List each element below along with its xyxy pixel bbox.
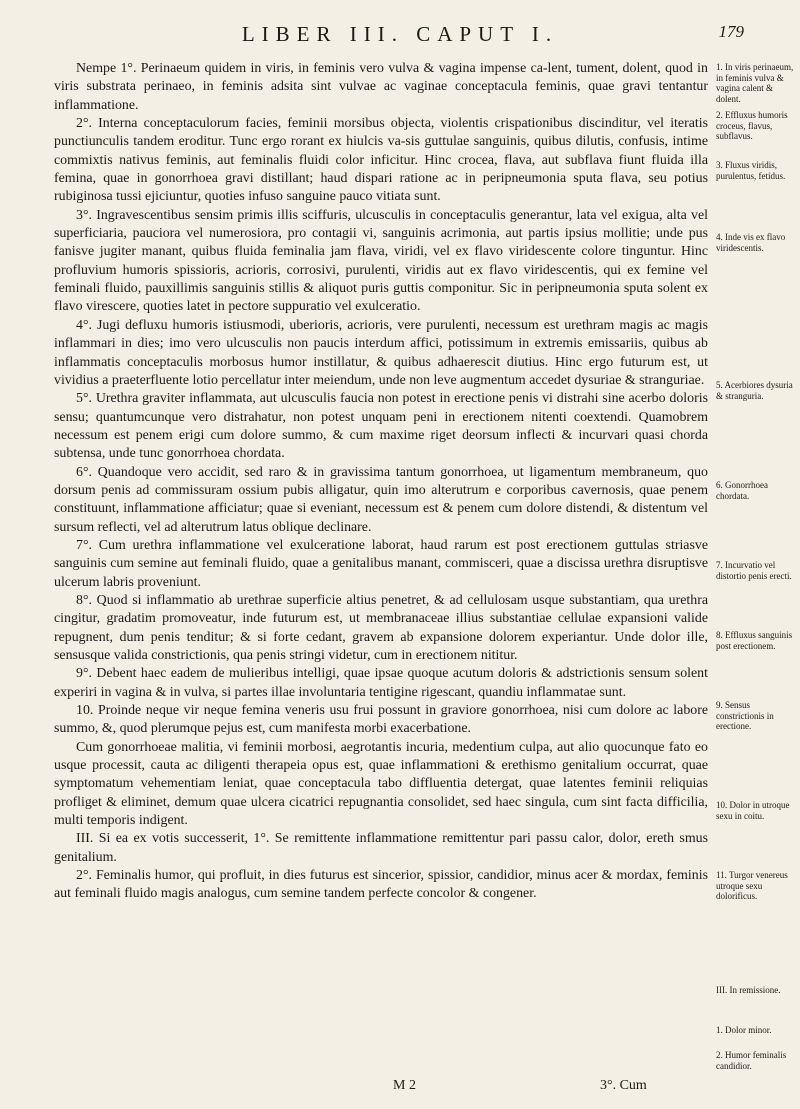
margin-note: 2. Effluxus humoris croceus, flavus, subflavus. <box>716 110 788 141</box>
running-head <box>0 18 800 50</box>
margin-note: 10. Dolor in utroque sexu in coitu. <box>716 800 790 821</box>
margin-note: 7. Incurvatio vel distortio penis erecti. <box>716 560 792 581</box>
running-title: LIBER III. CAPUT I. <box>241 21 559 46</box>
paragraph-8: 8°. Quod si inflammatio ab urethrae superficie altius penetret, & ad cellulosam usque substantiam, qua urethra cingitur, gradatim promoveatur, inde futurum est, ut membranaceae illius substantiae cellulae expansioni valide repugnent, dum penis tenditur; & si forte cedant, gravem ab expansione dolorem experiantur. Unde dolor ille, sensusque valida constrictionis, qua penis stringi videtur, cum in erectionem nititur. <box>54 592 708 663</box>
page-number: 179 <box>718 22 744 41</box>
catchword: 3°. Cum <box>600 1078 647 1093</box>
margin-note: 1. Dolor minor. <box>716 1025 772 1035</box>
paragraph-4: 4°. Jugi defluxu humoris istiusmodi, uberioris, acrioris, vere purulenti, necessum est urethram magis ac magis inflammari in dies; imo vero ulcusculis non paucis interdum affici, potissimum in extremis emissariis, quibus ab inflammatis conceptaculis morbosus humor instillatur, & quibus adhaerescit diutius. Hinc ergo futurum est, ut vividius a praeterfluente lotio percellatur inter meiendum, unde non leve augmentum accedet dysuriae & stranguriae. <box>54 317 708 388</box>
paragraph-5: 5°. Urethra graviter inflammata, aut ulcusculis faucia non potest in erectione penis vi distrahi sine acerbo doloris sensu; quantumcunque vero distrahatur, non potest unquam peni in erectionem nitenti coextendi. Quamobrem necessum est penem erigi cum dolore summo, & cum maxime riget deorsum inflecti & incurvari quasi chorda subtensa, unde tunc gonorrhoea chordata. <box>54 391 708 462</box>
margin-note: 4. Inde vis ex flavo viridescentis. <box>716 232 786 253</box>
paragraph-6: 6°. Quandoque vero accidit, sed raro & in gravissima tantum gonorrhoea, ut ligamentum membraneum, quo dorsum penis ad commissuram ossium pubis alligatur, quin imo alterutrum e corporibus cavernosis, quae penem constituunt, inflammatione afficiatur; quae si eveniant, necessum est & penem cum dolore distendi, & distentum vel sursum reflecti, vel ad alterutrum latus oblique declinare. <box>54 464 708 535</box>
margin-note: 6. Gonorrhoea chordata. <box>716 480 768 501</box>
margin-note: 9. Sensus constrictionis in erectione. <box>716 700 774 731</box>
signature-mark: M 2 <box>393 1078 416 1093</box>
margin-note: 3. Fluxus viridis, purulentus, fetidus. <box>716 160 786 181</box>
paragraph-9: 9°. Debent haec eadem de mulieribus intelligi, quae ipsae quoque acutum doloris & adstrictionis sensum solent experiri in vagina & in vulva, si partes illae involuntaria tentigine rigescant, quandiu inflammatae sunt. <box>54 666 708 700</box>
paragraph-10: 10. Proinde neque vir neque femina veneris usu frui possunt in graviore gonorrhoea, nisi cum dolore ac labore summo, &, quod plerumque pejus est, cum manifesta morbi exacerbatione. <box>54 703 708 737</box>
paragraph-7: 7°. Cum urethra inflammatione vel exulceratione laborat, haud rarum est post erectionem guttulas striasve sanguinis cum semine aut feminali fluido, quae a genitalibus manant, commisceri, quae a discissa urethra disruptisve ulcerum labris proveniunt. <box>54 537 708 590</box>
margin-note: III. In remissione. <box>716 985 781 995</box>
paragraph-3: 3°. Ingravescentibus sensim primis illis sciffuris, ulcusculis in conceptaculis generantur, lata vel exigua, alta vel superficiaria, pauciora vel numerosiora, pro contagii vi, sanguinis acrimonia, aut partis ipsius mollitie; unde pus fanisve jugiter manant, quibus fluida feminalia jam flava, viridi, vel ex flavo viridescente colore tinguntur. Hinc profluvium humoris spissioris, acrioris, corrosivi, purulenti, viridis aut ex flavo viridescentis, qui ex femine vel feminali fluido, pauxillimis sanguinis stillis & aliquot puris guttis componitur. Sic in peripneumonia sputa solent ex flavo virescere, quoties latet in pectore suppuratio vel exulceratio. <box>54 207 708 315</box>
margin-note: 8. Effluxus sanguinis post erectionem. <box>716 630 793 651</box>
margin-note: 5. Acerbiores dysuria & stranguria. <box>716 380 793 401</box>
paragraph-12: III. Si ea ex votis successerit, 1°. Se remittente inflammatione remittentur pari passu calor, dolor, ereth smus genitalium. <box>54 831 708 865</box>
margin-note: 1. In viris perinaeum, in feminis vulva & vagina calent & dolent. <box>716 62 794 104</box>
paragraph-11: Cum gonorrhoeae malitia, vi feminii morbosi, aegrotantis incuria, medentium culpa, aut alio quocunque fato eo usque processit, cauta ac diligenti therapeia opus est, quae inflammationi & erethismo genitalium occurrat, quae symptomatum vehementiam leniat, quae conceptacula tabo diffluentia detergat, quae latentes feminii reliquias profliget & eliminet, demum quae ulcera cicatrici repugnantia consolidet, sed haec singula, cum sint facta difficilia, multi temporis indigent. <box>54 739 708 829</box>
paragraph-1: Nempe 1°. Perinaeum quidem in viris, in feminis vero vulva & vagina impense ca-lent, tument, dolent, quod in viris substrata perinaeo, in feminis adsita sint vulvae ac vaginae conceptacula feminis, quae gravi tentantur inflammatione. <box>54 61 708 113</box>
margin-note: 2. Humor feminalis candidior. <box>716 1050 787 1071</box>
paragraph-13: 2°. Feminalis humor, qui profluit, in dies futurus est sincerior, spissior, candidior, minus acer & mordax, feminis aut feminali fluido magis analogus, cum semine tandem perfecte concolor & congener. <box>54 868 708 902</box>
body-text <box>54 60 708 904</box>
paragraph-2: 2°. Interna conceptaculorum facies, feminii morsibus objecta, violentis crispationibus discinditur, vel iteratis punctiunculis tandem eroditur. Tunc ergo rorant ex hiulcis va-sis guttulae sanguinis, quibus dilutis, confusis, intime commixtis nativus feminis, aut feminalis fluidi color inficitur. Hinc crocea, flava, aut subflava fiunt fluida illa femina, quae in gonorrhoea gravi distillant; haud dispari ratione ac in peripneumonia sputa flava, seu potius rubiginosa tussi ejiciuntur, quoties infuso sanguine pauco vitiata sunt. <box>54 116 708 205</box>
margin-note: 11. Turgor venereus utroque sexu dolorificus. <box>716 870 788 901</box>
